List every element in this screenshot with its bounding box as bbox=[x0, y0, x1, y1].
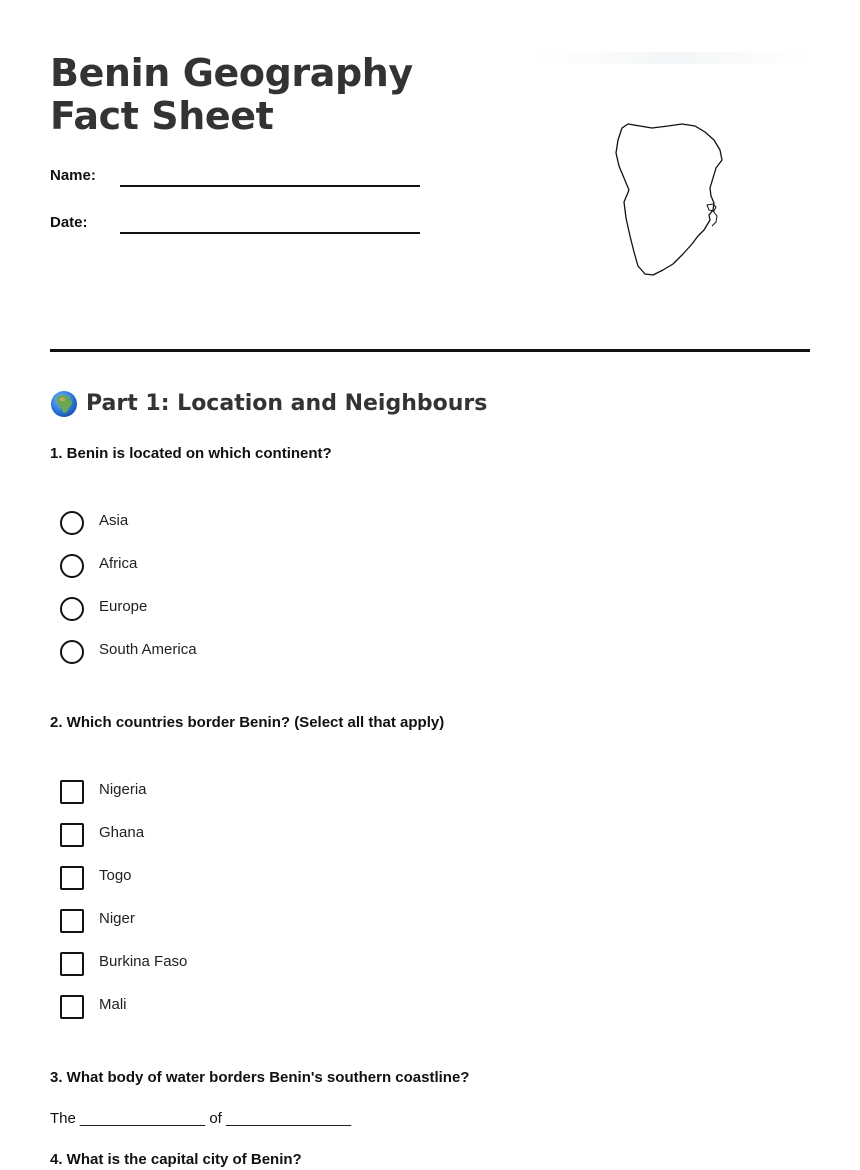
part1-heading bbox=[50, 388, 487, 420]
option-label: Ghana bbox=[99, 824, 145, 841]
option-label: Niger bbox=[99, 910, 135, 927]
question-1-options bbox=[60, 510, 197, 682]
faint-header-decoration bbox=[538, 52, 808, 64]
option-ghana[interactable] bbox=[60, 822, 187, 865]
name-label: Name: bbox=[50, 167, 96, 184]
checkbox[interactable] bbox=[60, 909, 84, 933]
question-2: 2. Which countries border Benin? (Select all that apply) bbox=[50, 714, 445, 731]
date-underline[interactable] bbox=[120, 232, 420, 234]
question-2-options bbox=[60, 779, 187, 1037]
name-underline[interactable] bbox=[120, 185, 420, 187]
checkbox[interactable] bbox=[60, 952, 84, 976]
option-togo[interactable] bbox=[60, 865, 187, 908]
date-label: Date: bbox=[50, 214, 88, 231]
option-label: Nigeria bbox=[99, 781, 147, 798]
worksheet-page bbox=[50, 0, 810, 1168]
part1-title: Part 1: Location and Neighbours bbox=[86, 391, 488, 416]
radio-button[interactable] bbox=[60, 597, 84, 621]
option-burkina-faso[interactable] bbox=[60, 951, 187, 994]
checkbox[interactable] bbox=[60, 780, 84, 804]
option-south-america[interactable] bbox=[60, 639, 197, 682]
benin-map-outline-icon bbox=[610, 120, 735, 280]
radio-button[interactable] bbox=[60, 640, 84, 664]
checkbox[interactable] bbox=[60, 995, 84, 1019]
option-nigeria[interactable] bbox=[60, 779, 187, 822]
radio-button[interactable] bbox=[60, 554, 84, 578]
worksheet-header bbox=[50, 0, 810, 352]
question-3: 3. What body of water borders Benin's southern coastline? bbox=[50, 1069, 470, 1086]
option-label: Togo bbox=[99, 867, 132, 884]
page-title: Benin Geography Fact Sheet bbox=[50, 51, 413, 138]
question-4: 4. What is the capital city of Benin? bbox=[50, 1151, 302, 1168]
option-niger[interactable] bbox=[60, 908, 187, 951]
checkbox[interactable] bbox=[60, 866, 84, 890]
header-divider bbox=[50, 349, 810, 352]
option-mali[interactable] bbox=[60, 994, 187, 1037]
checkbox[interactable] bbox=[60, 823, 84, 847]
name-field[interactable] bbox=[50, 166, 420, 192]
option-label: Africa bbox=[99, 555, 138, 572]
option-label: Mali bbox=[99, 996, 127, 1013]
question-1: 1. Benin is located on which continent? bbox=[50, 445, 332, 462]
globe-africa-icon bbox=[50, 390, 78, 418]
option-label: Europe bbox=[99, 598, 148, 615]
option-europe[interactable] bbox=[60, 596, 197, 639]
question-3-fill-in[interactable]: The _______________ of _______________ bbox=[50, 1110, 352, 1127]
date-field[interactable] bbox=[50, 213, 420, 239]
option-asia[interactable] bbox=[60, 510, 197, 553]
radio-button[interactable] bbox=[60, 511, 84, 535]
option-label: Asia bbox=[99, 512, 129, 529]
option-label: Burkina Faso bbox=[99, 953, 188, 970]
option-label: South America bbox=[99, 641, 197, 658]
option-africa[interactable] bbox=[60, 553, 197, 596]
